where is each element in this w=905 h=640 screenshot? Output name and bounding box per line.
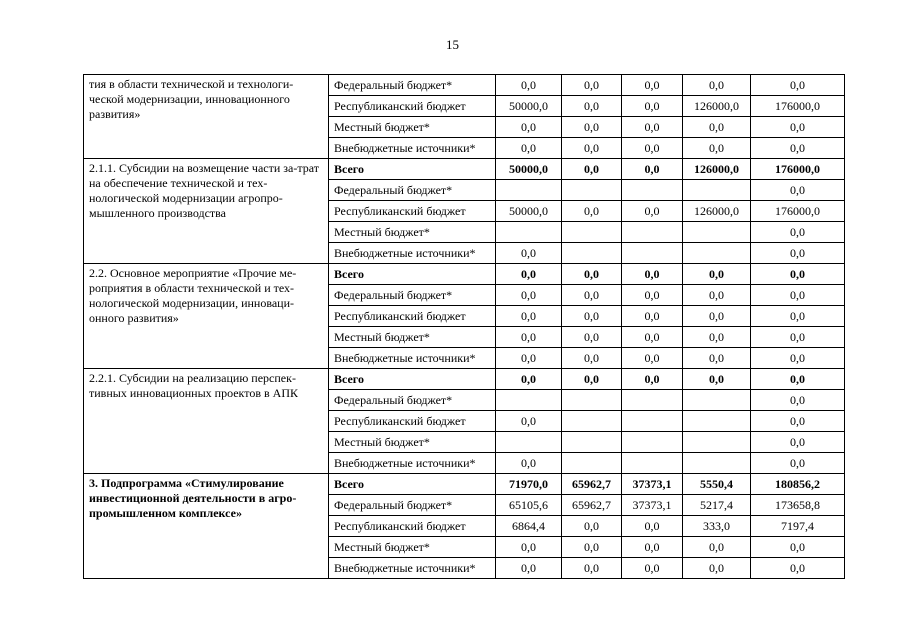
- value-cell: 0,0: [751, 264, 845, 285]
- value-cell: 126000,0: [683, 201, 751, 222]
- value-cell: 0,0: [751, 558, 845, 579]
- value-cell: 0,0: [496, 243, 562, 264]
- value-cell: 0,0: [683, 537, 751, 558]
- value-cell: 50000,0: [496, 159, 562, 180]
- section-name-cell: 2.2.1. Субсидии на реализацию перспек-тивных инновационных проектов в АПК: [84, 369, 329, 474]
- value-cell: 0,0: [751, 369, 845, 390]
- value-cell: 7197,4: [751, 516, 845, 537]
- funding-source-cell: Местный бюджет*: [329, 117, 496, 138]
- value-cell: [683, 411, 751, 432]
- funding-source-cell: Федеральный бюджет*: [329, 495, 496, 516]
- value-cell: 5217,4: [683, 495, 751, 516]
- value-cell: 0,0: [622, 201, 683, 222]
- value-cell: 0,0: [622, 369, 683, 390]
- funding-source-cell: Местный бюджет*: [329, 432, 496, 453]
- value-cell: 0,0: [622, 75, 683, 96]
- funding-source-cell: Республиканский бюджет: [329, 201, 496, 222]
- value-cell: [562, 222, 622, 243]
- funding-source-cell: Внебюджетные источники*: [329, 453, 496, 474]
- value-cell: 0,0: [683, 285, 751, 306]
- value-cell: 0,0: [496, 117, 562, 138]
- budget-table: [83, 74, 845, 579]
- value-cell: 0,0: [751, 306, 845, 327]
- value-cell: 37373,1: [622, 474, 683, 495]
- page-number: 15: [446, 37, 459, 52]
- value-cell: 5550,4: [683, 474, 751, 495]
- value-cell: 65105,6: [496, 495, 562, 516]
- value-cell: [496, 180, 562, 201]
- value-cell: 0,0: [683, 138, 751, 159]
- value-cell: [622, 243, 683, 264]
- value-cell: 65962,7: [562, 495, 622, 516]
- value-cell: 173658,8: [751, 495, 845, 516]
- funding-source-cell: Федеральный бюджет*: [329, 285, 496, 306]
- value-cell: 0,0: [496, 558, 562, 579]
- value-cell: 0,0: [751, 243, 845, 264]
- value-cell: [562, 432, 622, 453]
- value-cell: 0,0: [751, 453, 845, 474]
- value-cell: 126000,0: [683, 159, 751, 180]
- value-cell: 0,0: [622, 285, 683, 306]
- value-cell: 180856,2: [751, 474, 845, 495]
- value-cell: 50000,0: [496, 96, 562, 117]
- value-cell: [496, 222, 562, 243]
- table-row: [84, 369, 845, 390]
- value-cell: [683, 432, 751, 453]
- funding-source-cell: Всего: [329, 264, 496, 285]
- value-cell: [496, 432, 562, 453]
- section-name-cell: 2.2. Основное мероприятие «Прочие ме-роприятия в области технической и тех-нологической модернизации, инноваци-онного развития»: [84, 264, 329, 369]
- value-cell: 0,0: [622, 348, 683, 369]
- value-cell: 0,0: [683, 558, 751, 579]
- value-cell: 0,0: [683, 75, 751, 96]
- value-cell: 0,0: [562, 96, 622, 117]
- value-cell: 0,0: [562, 558, 622, 579]
- value-cell: [622, 222, 683, 243]
- value-cell: 0,0: [622, 138, 683, 159]
- value-cell: 0,0: [751, 222, 845, 243]
- value-cell: 71970,0: [496, 474, 562, 495]
- section-name-cell: тия в области технической и технологи-ческой модернизации, инновационного развития»: [84, 75, 329, 159]
- funding-source-cell: Федеральный бюджет*: [329, 180, 496, 201]
- value-cell: 333,0: [683, 516, 751, 537]
- value-cell: 0,0: [751, 537, 845, 558]
- value-cell: 0,0: [751, 75, 845, 96]
- value-cell: 0,0: [562, 285, 622, 306]
- value-cell: 0,0: [683, 117, 751, 138]
- value-cell: [562, 390, 622, 411]
- value-cell: 0,0: [496, 411, 562, 432]
- value-cell: 126000,0: [683, 96, 751, 117]
- value-cell: 0,0: [562, 327, 622, 348]
- value-cell: 50000,0: [496, 201, 562, 222]
- funding-source-cell: Внебюджетные источники*: [329, 558, 496, 579]
- value-cell: [622, 390, 683, 411]
- funding-source-cell: Внебюджетные источники*: [329, 243, 496, 264]
- value-cell: [622, 432, 683, 453]
- value-cell: 0,0: [496, 306, 562, 327]
- value-cell: [562, 411, 622, 432]
- value-cell: 0,0: [496, 327, 562, 348]
- value-cell: 0,0: [751, 285, 845, 306]
- value-cell: 0,0: [496, 453, 562, 474]
- table-row: [84, 474, 845, 495]
- value-cell: 0,0: [751, 327, 845, 348]
- value-cell: 0,0: [683, 348, 751, 369]
- value-cell: 65962,7: [562, 474, 622, 495]
- value-cell: 0,0: [622, 558, 683, 579]
- value-cell: 0,0: [622, 306, 683, 327]
- funding-source-cell: Внебюджетные источники*: [329, 348, 496, 369]
- value-cell: 0,0: [562, 201, 622, 222]
- value-cell: [622, 453, 683, 474]
- value-cell: [562, 243, 622, 264]
- value-cell: 0,0: [562, 75, 622, 96]
- value-cell: 0,0: [496, 285, 562, 306]
- value-cell: 0,0: [622, 117, 683, 138]
- value-cell: [562, 453, 622, 474]
- value-cell: 37373,1: [622, 495, 683, 516]
- funding-source-cell: Республиканский бюджет: [329, 306, 496, 327]
- value-cell: 176000,0: [751, 159, 845, 180]
- value-cell: 6864,4: [496, 516, 562, 537]
- value-cell: [683, 243, 751, 264]
- value-cell: 0,0: [562, 369, 622, 390]
- value-cell: 0,0: [496, 264, 562, 285]
- value-cell: 0,0: [562, 537, 622, 558]
- value-cell: 0,0: [496, 537, 562, 558]
- value-cell: 0,0: [683, 327, 751, 348]
- value-cell: [562, 180, 622, 201]
- funding-source-cell: Федеральный бюджет*: [329, 75, 496, 96]
- value-cell: 0,0: [622, 537, 683, 558]
- funding-source-cell: Всего: [329, 474, 496, 495]
- value-cell: 0,0: [496, 75, 562, 96]
- value-cell: [683, 180, 751, 201]
- value-cell: 0,0: [751, 180, 845, 201]
- value-cell: 0,0: [496, 369, 562, 390]
- value-cell: 0,0: [751, 117, 845, 138]
- value-cell: [622, 411, 683, 432]
- funding-source-cell: Республиканский бюджет: [329, 411, 496, 432]
- value-cell: [683, 222, 751, 243]
- value-cell: 0,0: [622, 327, 683, 348]
- value-cell: 0,0: [683, 264, 751, 285]
- value-cell: 0,0: [562, 306, 622, 327]
- value-cell: 0,0: [496, 348, 562, 369]
- funding-source-cell: Местный бюджет*: [329, 327, 496, 348]
- funding-source-cell: Внебюджетные источники*: [329, 138, 496, 159]
- value-cell: 0,0: [751, 411, 845, 432]
- funding-source-cell: Всего: [329, 159, 496, 180]
- value-cell: 0,0: [562, 159, 622, 180]
- value-cell: 0,0: [562, 264, 622, 285]
- section-name-cell: 3. Подпрограмма «Стимулирование инвестиционной деятельности в агро-промышленном комплексе»: [84, 474, 329, 579]
- value-cell: 0,0: [562, 516, 622, 537]
- value-cell: 0,0: [751, 138, 845, 159]
- table-row: [84, 75, 845, 96]
- funding-source-cell: Местный бюджет*: [329, 537, 496, 558]
- section-name-cell: 2.1.1. Субсидии на возмещение части за-трат на обеспечение технической и тех-нологической модернизации агропро-мышленного производства: [84, 159, 329, 264]
- value-cell: [622, 180, 683, 201]
- value-cell: 0,0: [751, 390, 845, 411]
- funding-source-cell: Федеральный бюджет*: [329, 390, 496, 411]
- value-cell: 176000,0: [751, 96, 845, 117]
- table-row: [84, 264, 845, 285]
- value-cell: [683, 390, 751, 411]
- value-cell: 0,0: [562, 348, 622, 369]
- funding-source-cell: Республиканский бюджет: [329, 516, 496, 537]
- value-cell: 0,0: [496, 138, 562, 159]
- value-cell: [683, 453, 751, 474]
- funding-source-cell: Республиканский бюджет: [329, 96, 496, 117]
- value-cell: 0,0: [562, 117, 622, 138]
- funding-source-cell: Местный бюджет*: [329, 222, 496, 243]
- value-cell: 0,0: [751, 432, 845, 453]
- budget-table-body: [84, 75, 845, 579]
- value-cell: 0,0: [622, 516, 683, 537]
- value-cell: 176000,0: [751, 201, 845, 222]
- value-cell: 0,0: [683, 306, 751, 327]
- value-cell: 0,0: [751, 348, 845, 369]
- value-cell: 0,0: [622, 159, 683, 180]
- value-cell: 0,0: [622, 96, 683, 117]
- table-row: [84, 159, 845, 180]
- funding-source-cell: Всего: [329, 369, 496, 390]
- value-cell: [496, 390, 562, 411]
- value-cell: 0,0: [562, 138, 622, 159]
- value-cell: 0,0: [683, 369, 751, 390]
- value-cell: 0,0: [622, 264, 683, 285]
